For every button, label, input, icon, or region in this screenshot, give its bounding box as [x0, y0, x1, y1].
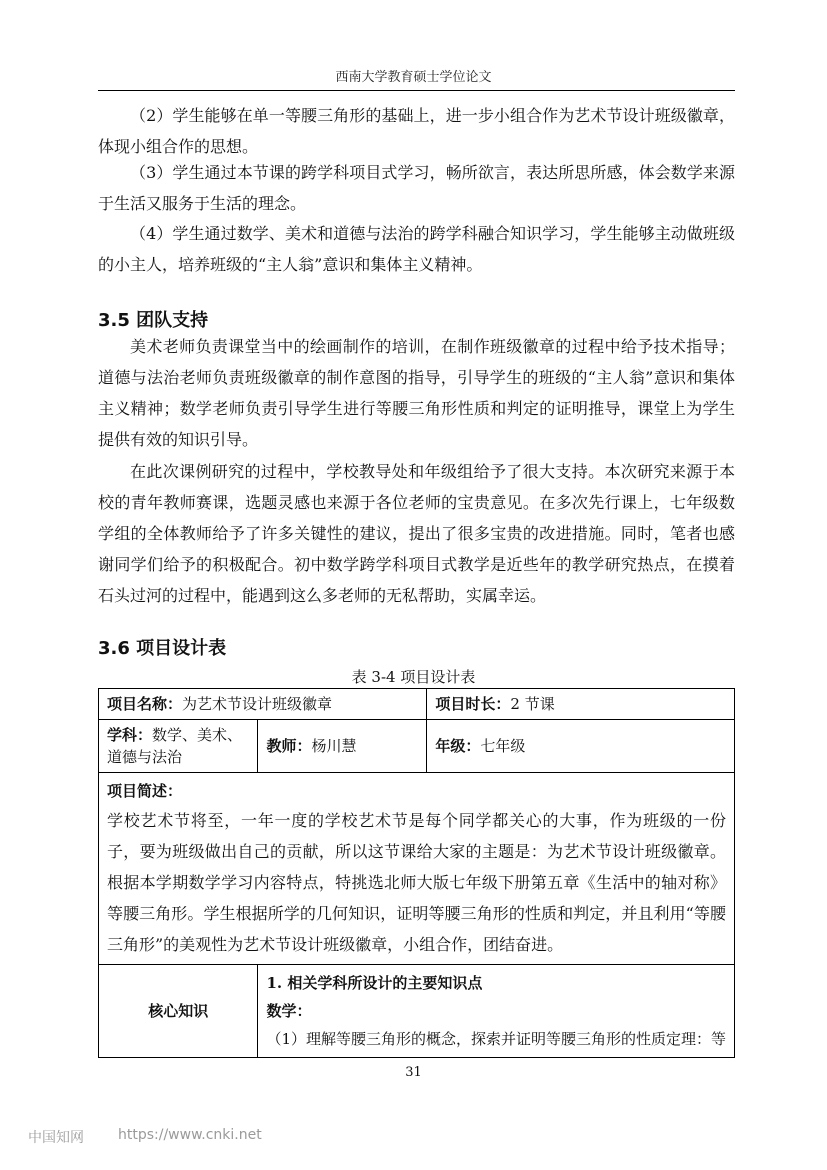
project-name-value: 为艺术节设计班级徽章 — [182, 695, 333, 713]
objective-2: （2）学生能够在单一等腰三角形的基础上，进一步小组合作为艺术节设计班级徽章，体现小组合作的思想。 — [98, 106, 735, 156]
section-heading-3-6: 3.6 项目设计表 — [98, 638, 227, 659]
project-design-table — [98, 688, 735, 1058]
subject-label: 学科： — [107, 726, 153, 744]
page-number: 31 — [405, 1065, 422, 1080]
table-row — [99, 689, 735, 720]
footer-brand: 中国知网 — [28, 1130, 84, 1146]
teacher-label: 教师： — [266, 737, 312, 755]
running-header: 西南大学教育硕士学位论文 — [335, 70, 492, 85]
duration-value: 2 节课 — [510, 695, 555, 713]
duration-cell — [427, 689, 735, 720]
project-name-label: 项目名称： — [107, 695, 183, 713]
core-knowledge-content — [258, 965, 735, 1058]
team-support-paragraph-1: 美术老师负责课堂当中的绘画制作的培训，在制作班级徽章的过程中给予技术指导；道德与法治老师负责班级徽章的制作意图的指导，引导学生的班级的“主人翁”意识和集体主义精神；数学老师负责引导学生进行等腰三角形性质和判定的证明推导，课堂上为学生提供有效的知识引导。 — [98, 337, 735, 449]
table-caption: 表 3-4 项目设计表 — [351, 668, 476, 686]
subject-value: 数学、美术、道德与法治 — [107, 726, 243, 766]
grade-value: 七年级 — [480, 737, 526, 755]
section-heading-3-5: 3.5 团队支持 — [98, 310, 209, 331]
objective-4: （4）学生通过数学、美术和道德与法治的跨学科融合知识学习，学生能够主动做班级的小主人，培养班级的“主人翁”意识和集体主义精神。 — [98, 224, 735, 274]
objective-3: （3）学生通过本节课的跨学科项目式学习，畅所欲言，表达所思所感，体会数学来源于生活又服务于生活的理念。 — [98, 163, 735, 213]
team-support-paragraph-2: 在此次课例研究的过程中，学校教导处和年级组给予了很大支持。本次研究来源于本校的青年教师赛课，选题灵感也来源于各位老师的宝贵意见。在多次先行课上，七年级数学组的全体教师给予了许多关键性的建议，提出了很多宝贵的改进措施。同时，笔者也感谢同学们给予的积极配合。初中数学跨学科项目式教学是近些年的教学研究热点，在摸着石头过河的过程中，能遇到这么多老师的无私帮助，实属幸运。 — [98, 462, 735, 605]
project-name-cell — [99, 689, 427, 720]
footer-url[interactable]: https://www.cnki.net — [118, 1127, 262, 1143]
header-rule — [98, 90, 735, 91]
summary-label: 项目简述： — [107, 782, 183, 800]
table-row — [99, 720, 735, 773]
teacher-value: 杨川慧 — [311, 737, 357, 755]
summary-cell — [99, 773, 735, 965]
grade-cell — [427, 720, 735, 773]
core-point-title: 1. 相关学科所设计的主要知识点 — [266, 974, 483, 992]
duration-label: 项目时长： — [435, 695, 511, 713]
core-knowledge-label: 核心知识 — [99, 965, 258, 1058]
core-math-label: 数学： — [266, 1002, 312, 1020]
summary-text: 学校艺术节将至，一年一度的学校艺术节是每个同学都关心的大事，作为班级的一份子，要为班级做出自己的贡献，所以这节课给大家的主题是：为艺术节设计班级徽章。根据本学期数学学习内容特点，特挑选北师大版七年级下册第五章《生活中的轴对称》等腰三角形。学生根据所学的几何知识，证明等腰三角形的性质和判定，并且利用“等腰三角形”的美观性为艺术节设计班级徽章，小组合作，团结奋进。 — [107, 811, 726, 954]
table-row — [99, 965, 735, 1058]
grade-label: 年级： — [435, 737, 481, 755]
core-math-item: （1）理解等腰三角形的概念，探索并证明等腰三角形的性质定理：等 — [266, 1030, 726, 1048]
table-row — [99, 773, 735, 965]
teacher-cell — [258, 720, 427, 773]
subject-cell — [99, 720, 258, 773]
